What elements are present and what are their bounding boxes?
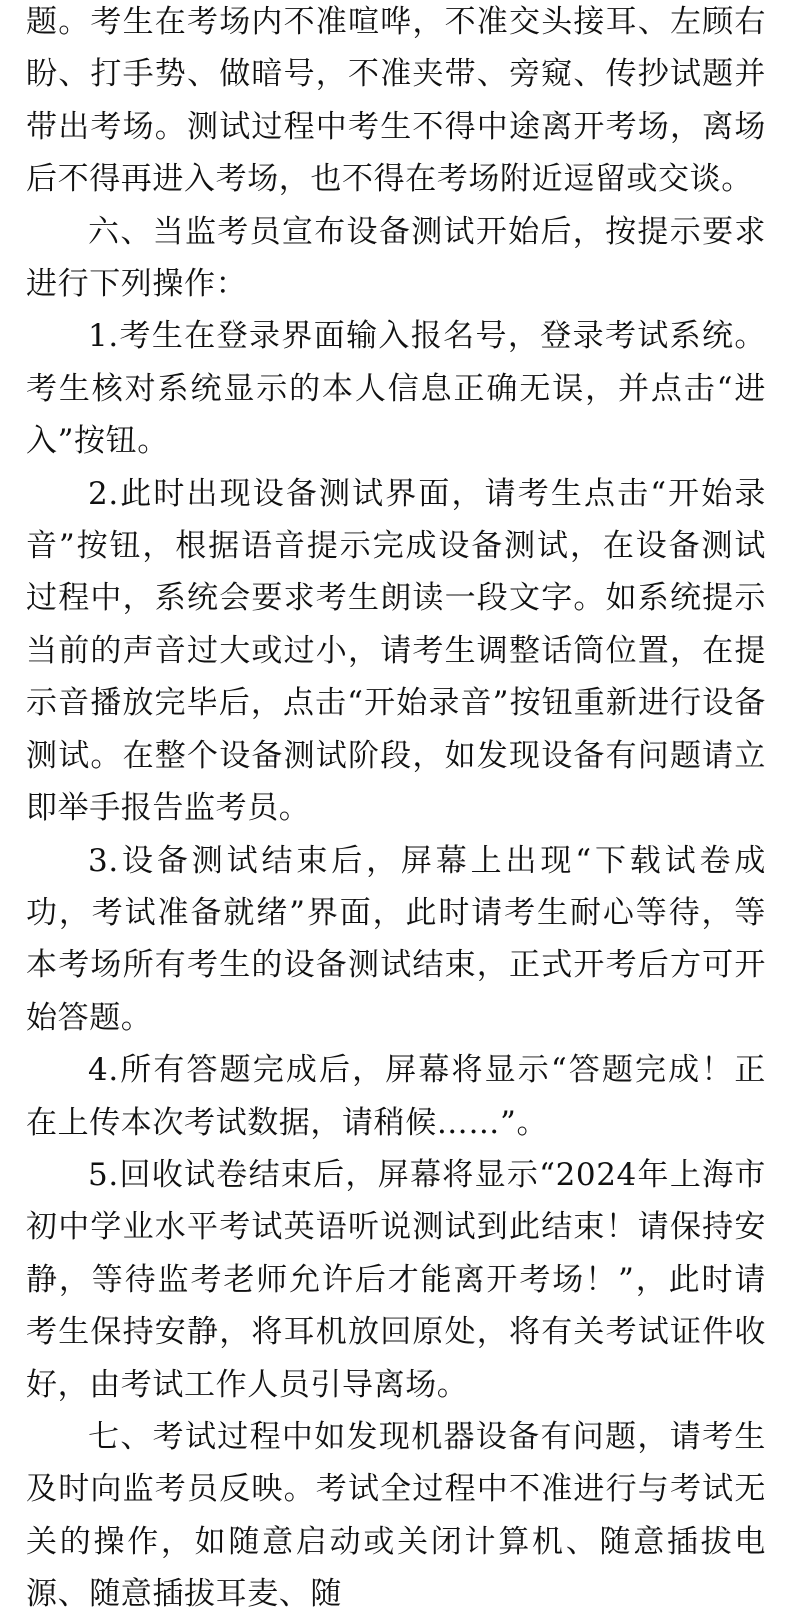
paragraph-section-seven: 七、考试过程中如发现机器设备有问题，请考生及时向监考员反映。考试全过程中不准进行与考试无关的操作，如随意启动或关闭计算机、随意插拔电源、随意插拔耳麦、随 <box>26 1418 766 1613</box>
paragraph-step-3: 3.设备测试结束后，屏幕上出现“下载试卷成功，考试准备就绪”界面，此时请考生耐心等待，等本考场所有考生的设备测试结束，正式开考后方可开始答题。 <box>26 842 766 1036</box>
paragraph-step-1: 1.考生在登录界面输入报名号，登录考试系统。考生核对系统显示的本人信息正确无误，并点击“进入”按钮。 <box>26 318 766 460</box>
paragraph-step-5: 5.回收试卷结束后，屏幕将显示“2024年上海市初中学业水平考试英语听说测试到此结束！请保持安静，等待监考老师允许后才能离开考场！”，此时请考生保持安静，将耳机放回原处，将有关考试证件收好，由考试工作人员引导离场。 <box>26 1156 766 1403</box>
paragraph-section-six: 六、当监考员宣布设备测试开始后，按提示要求进行下列操作： <box>26 213 766 303</box>
paragraph-step-4: 4.所有答题完成后，屏幕将显示“答题完成！正在上传本次考试数据，请稍候……”。 <box>26 1052 766 1141</box>
document-body <box>26 0 766 1621</box>
paragraph-step-2: 2.此时出现设备测试界面，请考生点击“开始录音”按钮，根据语音提示完成设备测试，在设备测试过程中，系统会要求考生朗读一段文字。如系统提示当前的声音过大或过小，请考生调整话筒位置，在提示音播放完毕后，点击“开始录音”按钮重新进行设备测试。在整个设备测试阶段，如发现设备有问题请立即举手报告监考员。 <box>26 475 766 827</box>
paragraph-continuation: 题。考生在考场内不准喧哗，不准交头接耳、左顾右盼、打手势、做暗号，不准夹带、旁窥、传抄试题并带出考场。测试过程中考生不得中途离开考场，离场后不得再进入考场，也不得在考场附近逗留或交谈。 <box>26 4 766 198</box>
